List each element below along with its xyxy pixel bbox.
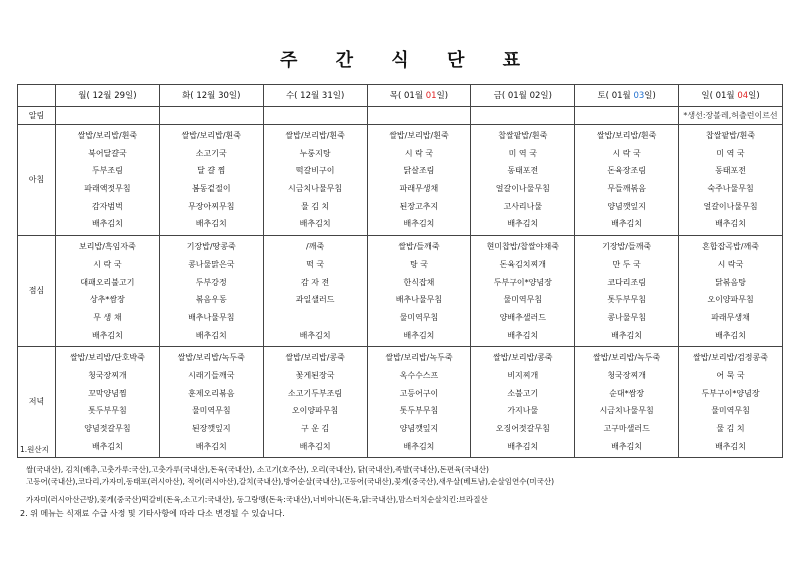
day-header-prefix: 금( 01월: [493, 90, 530, 101]
dish-item: 보리밥/흑임자죽: [79, 242, 136, 252]
dish-item: 찹쌀팥밥/흰죽: [705, 131, 756, 140]
dish-item: 물미역무침: [711, 406, 750, 416]
menu-cell: [263, 236, 367, 347]
day-header-date: 03: [633, 90, 645, 101]
day-header-date: 29: [114, 90, 126, 101]
dish-item: 찹쌀팥밥/흰죽: [498, 131, 548, 140]
origin-line-1: 쌀(국내산), 김치(배추,고춧가루:국산),고춧가루(국내산),돈육(국내산), 소고기(호주산), 오리(국내산), 닭(국내산),족발(국내산),돈편육(국내산): [26, 465, 489, 474]
dish-item: 봄동겉절이: [191, 184, 231, 194]
dish-item: 콩나물무침: [607, 312, 646, 322]
dish-item: 돈육김치찌개: [499, 259, 546, 269]
dish-item: 순대*쌈장: [609, 388, 645, 398]
meal-row: [18, 125, 783, 236]
dish-item: 물미역무침: [191, 406, 231, 416]
dish-item: 소고기국: [195, 148, 227, 158]
dish-item: 혼합잡곡밥/깨죽: [702, 242, 759, 252]
dish-item: 숙주나물무침: [707, 184, 754, 194]
dish-item: 구 운 김: [300, 424, 330, 433]
dish-item: 톳두부무침: [88, 406, 127, 416]
dish-item: 배추김치: [299, 219, 331, 229]
day-header-date: 30: [218, 90, 229, 101]
dish-item: 두부강정: [195, 277, 227, 287]
day-header-suffix: 일): [332, 90, 345, 101]
dish-item: 감자범벅: [91, 201, 123, 211]
dish-item: 시 락 국: [612, 148, 641, 158]
origin-line-2: 고등어(국내산),코다리,가자미,동태포(러시아산), 적어(러시아산),갈치(국내산),방어순살(국내산),고등어(국내산),꽃게(중국산),새우살(베트남),순살임연수(미국산): [26, 477, 555, 486]
dish-item: 배추김치: [611, 219, 643, 229]
menu-cell: [575, 125, 679, 236]
dish-item: 쌀밥/보리밥/녹두죽: [593, 353, 661, 363]
day-header-suffix: 일): [228, 90, 241, 101]
dish-item: 물 김 치: [716, 424, 745, 433]
dish-item: 코다리조림: [607, 277, 646, 287]
day-header-suffix: 일): [540, 90, 552, 101]
dish-item: 배추김치: [91, 219, 123, 229]
dish-item: 배추김치: [715, 441, 746, 451]
menu-cell: [159, 236, 263, 347]
dish-item: [264, 309, 367, 327]
day-header-4: [471, 85, 575, 107]
dish-item: 배추김치: [403, 330, 435, 340]
dish-item: 오이양파무침: [291, 406, 339, 416]
dish-item: 양념깻잎지: [607, 201, 646, 211]
dish-item: 옥수수스프: [399, 370, 439, 380]
dish-item: 배추김치: [507, 330, 539, 340]
dish-item: 돈육장조림: [607, 166, 646, 176]
dish-item: 쌀밥/보리밥/콩죽: [285, 353, 345, 363]
dish-item: 오징어젓갈무침: [495, 424, 550, 433]
dish-item: 쌀밥/보리밥/검정콩죽: [693, 353, 768, 363]
dish-item: 무장아찌무침: [188, 201, 235, 211]
meal-row: [18, 236, 783, 347]
dish-item: 꽃게된장국: [295, 370, 335, 380]
day-header-0: [56, 85, 160, 107]
day-header-date: 01: [425, 90, 437, 101]
day-header-suffix: 일): [436, 90, 449, 101]
day-header-prefix: 화( 12월: [182, 90, 219, 101]
dish-item: 어 묵 국: [716, 370, 745, 380]
dish-item: 만 두 국: [612, 259, 641, 269]
dish-item: 시 락 국: [404, 148, 434, 158]
dish-item: 물 김 치: [300, 201, 330, 211]
dish-item: 쌀밥/보리밥/흰죽: [596, 131, 657, 140]
dish-item: 얼갈이나물무침: [703, 201, 758, 211]
dish-item: 무들깨볶음: [607, 184, 646, 194]
dish-item: 콩나물맑은국: [188, 259, 235, 269]
dish-item: 배추나물무침: [188, 312, 235, 322]
dish-item: 배추나물무침: [395, 295, 443, 305]
dish-item: 시금치나물무침: [599, 406, 654, 416]
dish-item: 배추김치: [611, 330, 643, 340]
dish-item: 쌀밥/보리밥/녹두죽: [385, 353, 453, 363]
menu-cell: [575, 236, 679, 347]
menu-cell: [679, 347, 783, 458]
menu-cell: [56, 236, 160, 347]
dish-item: 미 역 국: [508, 148, 537, 158]
day-header-date: 04: [737, 90, 749, 101]
menu-cell: [159, 347, 263, 458]
dish-item: 볶음우동: [195, 295, 227, 305]
alert-cell: *생선:장볼레,허츨런이르선: [679, 107, 783, 125]
menu-cell: [263, 125, 367, 236]
alert-cell: [575, 107, 679, 125]
dish-item: 배추김치: [91, 330, 123, 340]
dish-item: 소고기두부조림: [288, 388, 343, 398]
day-header-prefix: 일( 01월: [701, 90, 738, 101]
dish-item: 된장고추지: [399, 201, 439, 211]
title-char: 단: [446, 50, 465, 71]
dish-item: 배추김치: [195, 441, 227, 451]
dish-item: 배추김치: [403, 441, 435, 451]
dish-item: 닭살조림: [403, 166, 435, 176]
dish-item: 톳두부무침: [607, 295, 646, 305]
day-header-suffix: 일): [125, 90, 137, 101]
menu-cell: [367, 236, 471, 347]
meal-label: 저녁: [18, 347, 56, 458]
dish-item: 고사리나물: [503, 201, 543, 211]
dish-item: 쌀밥/보리밥/흰죽: [77, 131, 138, 140]
dish-item: 오이양파무침: [707, 295, 754, 305]
origin-line-3: 가자미(러시아산근방),꽃게(중국산)떡갈비(돈육,소고기:국내산), 동그랑땡(돈육:국내산),너비아니(돈육,닭:국내산),맘스터치순살치킨:브라질산: [26, 495, 488, 504]
dish-item: 배추김치: [91, 441, 123, 451]
dish-item: 가지나물: [507, 406, 539, 416]
day-header-2: [263, 85, 367, 107]
menu-cell: [471, 347, 575, 458]
dish-item: 꼬막양념찜: [88, 388, 127, 398]
dish-item: 양념깻잎지: [399, 424, 439, 433]
alert-cell: [367, 107, 471, 125]
header-row: [18, 85, 783, 107]
dish-item: 현미찹밥/찹쌀야채죽: [486, 242, 559, 252]
dish-item: 동태포전: [507, 166, 539, 176]
dish-item: 동태포전: [715, 166, 746, 176]
dish-item: 파래액젓무침: [84, 184, 131, 194]
dish-item: 두부구이*양념장: [701, 388, 760, 398]
dish-item: 쌀밥/들깨죽: [398, 242, 440, 252]
alert-row: [18, 107, 783, 125]
dish-item: 고구마샐러드: [603, 424, 650, 433]
dish-item: 기장밥/들깨죽: [602, 242, 652, 252]
alert-cell: [56, 107, 160, 125]
day-header-suffix: 일): [644, 90, 656, 101]
dish-item: 파래무생채: [399, 184, 439, 194]
dish-item: 상추*쌈장: [89, 295, 125, 305]
dish-item: 배추김치: [403, 219, 435, 229]
notice-text: 2. 위 메뉴는 식재료 수급 사정 및 기타사항에 따라 다소 변경될 수 있습니다.: [20, 509, 285, 518]
corner-cell: [18, 85, 56, 107]
dish-item: 두부구이*양념장: [493, 277, 552, 287]
menu-cell: [56, 125, 160, 236]
dish-item: /깨죽: [306, 242, 325, 252]
dish-item: 과일샐러드: [295, 295, 335, 305]
dish-item: 배추김치: [195, 219, 227, 229]
origin-heading: 1.원산지: [20, 445, 49, 454]
alert-label: 알림: [18, 107, 56, 125]
dish-item: 청국장찌개: [607, 370, 646, 380]
dish-item: 미 역 국: [716, 148, 745, 158]
dish-item: 청국장찌개: [88, 370, 127, 380]
day-header-6: [679, 85, 783, 107]
menu-cell: [575, 347, 679, 458]
dish-item: 배추김치: [507, 219, 539, 229]
menu-cell: [263, 347, 367, 458]
day-header-date: 31: [321, 90, 333, 101]
dish-item: 배추김치: [715, 330, 746, 340]
dish-item: 시금치나물무침: [288, 184, 343, 194]
dish-item: 쌀밥/보리밥/콩죽: [493, 353, 553, 363]
dish-item: 배추김치: [715, 219, 746, 229]
dish-item: 비지찌개: [507, 370, 539, 380]
dish-item: 누룽지탕: [299, 148, 331, 158]
dish-item: 닭볶음탕: [715, 277, 746, 287]
weekly-menu-table: [17, 84, 783, 458]
menu-cell: [56, 347, 160, 458]
menu-cell: [679, 236, 783, 347]
meal-label: 아침: [18, 125, 56, 236]
dish-item: 톳두부무침: [399, 406, 439, 416]
dish-item: 북어달걀국: [88, 148, 127, 158]
dish-item: 소불고기: [507, 388, 539, 398]
title-char: 주: [279, 50, 298, 71]
dish-item: 두부조림: [91, 166, 123, 176]
menu-cell: [159, 125, 263, 236]
dish-item: 시래기들깨국: [188, 370, 235, 380]
title-char: 표: [502, 50, 521, 71]
day-header-prefix: 토( 01월: [597, 90, 634, 101]
title-char: 식: [391, 50, 409, 71]
menu-cell: [471, 236, 575, 347]
dish-item: 쌀밥/보리밥/흰죽: [181, 131, 242, 140]
alert-cell: [471, 107, 575, 125]
dish-item: 무 생 채: [93, 312, 122, 322]
day-header-5: [575, 85, 679, 107]
dish-item: 탕 국: [409, 259, 428, 269]
dish-item: 배추김치: [507, 441, 539, 451]
dish-item: 시 락 국: [93, 259, 122, 269]
dish-item: 물미역무침: [399, 312, 439, 322]
dish-item: 기장밥/땅콩죽: [186, 242, 236, 252]
dish-item: 훈제오리볶음: [188, 388, 235, 398]
dish-item: 쌀밥/보리밥/흰죽: [285, 131, 345, 140]
dish-item: 한식잡채: [403, 277, 435, 287]
dish-item: 감 자 전: [300, 277, 330, 287]
menu-cell: [471, 125, 575, 236]
dish-item: 배추김치: [195, 330, 227, 340]
day-header-prefix: 수( 12월: [285, 90, 322, 101]
dish-item: 달 걀 찜: [197, 166, 226, 176]
dish-item: 떡갈비구이: [295, 166, 335, 176]
title-char: 간: [335, 50, 354, 71]
dish-item: 파래무생채: [711, 312, 750, 322]
dish-item: 쌀밥/보리밥/흰죽: [389, 131, 449, 140]
dish-item: 쌀밥/보리밥/단호박죽: [69, 353, 145, 363]
meal-row: [18, 347, 783, 458]
page-title: [0, 46, 800, 72]
dish-item: 물미역무침: [503, 295, 543, 305]
dish-item: 대패오리불고기: [80, 277, 135, 287]
menu-cell: [367, 125, 471, 236]
dish-item: 떡 국: [306, 259, 325, 269]
day-header-date: 02: [529, 90, 541, 101]
dish-item: 양배추샐러드: [499, 312, 546, 322]
dish-item: 고등어구이: [399, 388, 439, 398]
meal-label: 점심: [18, 236, 56, 347]
dish-item: 배추김치: [611, 441, 643, 451]
dish-item: 얼갈이나물무침: [495, 184, 550, 194]
day-header-prefix: 월( 12월: [78, 90, 115, 101]
alert-cell: [159, 107, 263, 125]
dish-item: 양념젓갈무침: [84, 424, 131, 433]
dish-item: 시 락국: [717, 259, 744, 269]
day-header-prefix: 목( 01월: [389, 90, 426, 101]
dish-item: 된장깻잎지: [191, 424, 231, 433]
day-header-suffix: 일): [748, 90, 760, 101]
day-header-1: [159, 85, 263, 107]
menu-cell: [679, 125, 783, 236]
day-header-3: [367, 85, 471, 107]
dish-item: 배추김치: [299, 330, 331, 340]
dish-item: 배추김치: [299, 441, 331, 451]
dish-item: 쌀밥/보리밥/녹두죽: [177, 353, 245, 363]
alert-cell: [263, 107, 367, 125]
menu-cell: [367, 347, 471, 458]
